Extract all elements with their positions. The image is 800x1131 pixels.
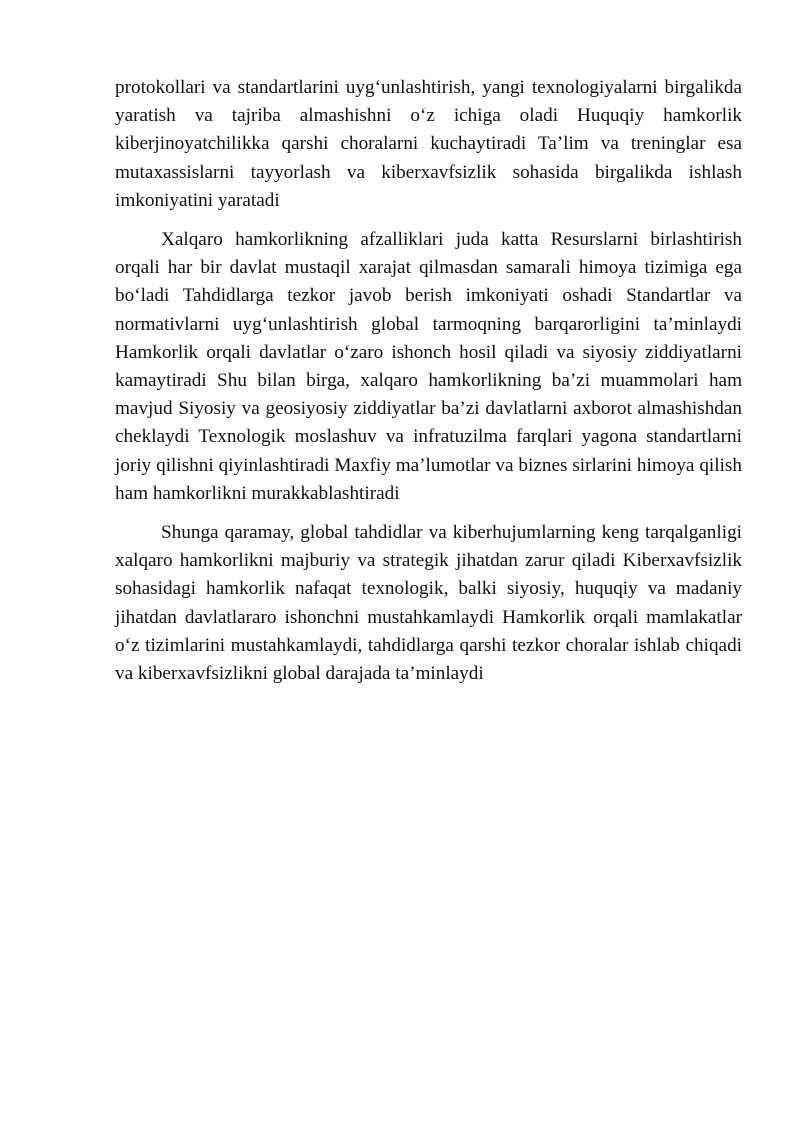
document-body bbox=[115, 74, 742, 688]
paragraph-international-cooperation-advantages: Xalqaro hamkorlikning afzalliklari juda katta Resurslarni birlashtirish orqali har bir davlat mustaqil xarajat qilmasdan samarali himoya tizimiga ega bo‘ladi Tahdidlarga tezkor javob berish imkoniyati oshadi Standartlar va normativlarni uyg‘unlashtirish global tarmoqning barqarorligini ta’minlaydi Hamkorlik orqali davlatlar o‘zaro ishonch hosil qiladi va siyosiy ziddiyatlarni kamaytiradi Shu bilan birga, xalqaro hamkorlikning ba’zi muammolari ham mavjud Siyosiy va geosiyosiy ziddiyatlar ba’zi davlatlarni axborot almashishdan cheklaydi Texnologik moslashuv va infratuzilma farqlari yagona standartlarni joriy qilishni qiyinlashtiradi Maxfiy ma’lumotlar va biznes sirlarini himoya qilish ham hamkorlikni murakkablashtiradi bbox=[115, 229, 742, 504]
paragraph-conclusion: Shunga qaramay, global tahdidlar va kiberhujumlarning keng tarqalganligi xalqaro hamkorlikni majburiy va strategik jihatdan zarur qiladi Kiberxavfsizlik sohasidagi hamkorlik nafaqat texnologik, balki siyosiy, huquqiy va madaniy jihatdan davlatlararo ishonchni mustahkamlaydi Hamkorlik orqali mamlakatlar o‘z tizimlarini mustahkamlaydi, tahdidlarga qarshi tezkor choralar ishlab chiqadi va kiberxavfsizlikni global darajada ta’minlaydi bbox=[115, 522, 742, 685]
paragraph-continuation: protokollari va standartlarini uyg‘unlashtirish, yangi texnologiyalarni birgalikda yaratish va tajriba almashishni o‘z ichiga oladi Huquqiy hamkorlik kiberjinoyatchilikka qarshi choralarni kuchaytiradi Ta’lim va treninglar esa mutaxassislarni tayyorlash va kiberxavfsizlik sohasida birgalikda ishlash imkoniyatini yaratadi bbox=[115, 77, 742, 211]
